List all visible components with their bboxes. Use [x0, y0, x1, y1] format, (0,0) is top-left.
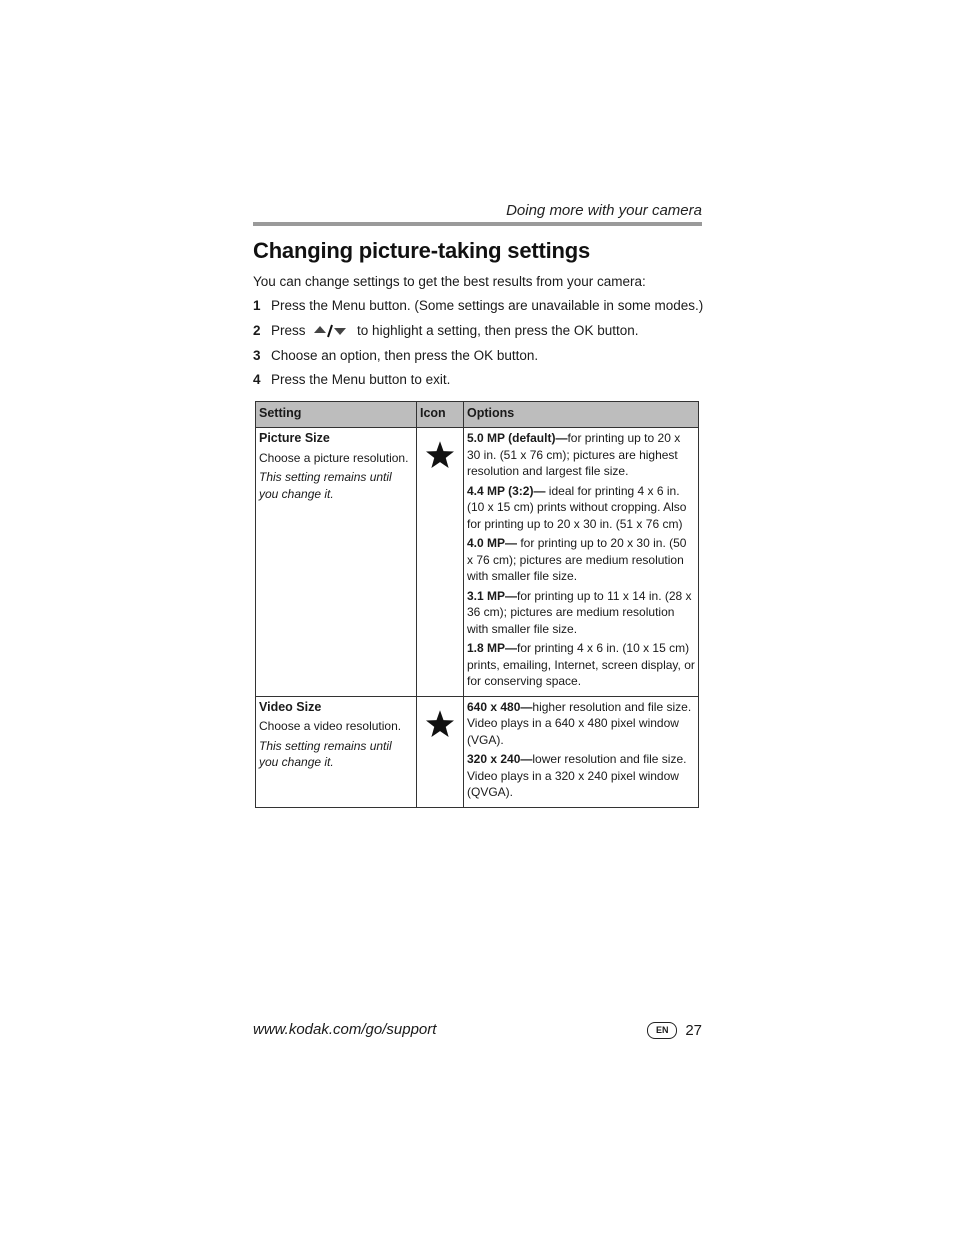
header-rule	[253, 222, 702, 226]
step-number: 3	[253, 348, 261, 363]
footer-page-info	[646, 1020, 702, 1040]
option-text: for printing up to 20 x 30 in. (51 x 76 cm); pictures are highest resolution and largest file size.	[467, 431, 681, 478]
setting-description: Choose a picture resolution.	[259, 450, 409, 465]
step-text: Press the Menu button. (Some settings are unavailable in some modes.)	[271, 298, 704, 313]
table-row-picture-size	[256, 428, 699, 697]
language-badge: EN	[647, 1022, 677, 1039]
setting-note: This setting remains until you change it.	[259, 738, 392, 769]
icon-cell	[417, 428, 464, 697]
icon-cell	[417, 696, 464, 807]
option-item	[467, 430, 695, 480]
option-label: 320 x 240—	[467, 752, 533, 766]
star-icon	[425, 440, 455, 470]
step-text-before: Press	[271, 323, 306, 339]
step-text: Press the Menu button to exit.	[271, 372, 451, 387]
step-number: 1	[253, 298, 261, 313]
option-label: 640 x 480—	[467, 699, 533, 714]
running-header: Doing more with your camera	[506, 202, 702, 219]
option-item	[467, 483, 695, 533]
column-header-options: Options	[464, 402, 699, 428]
option-item	[467, 699, 695, 749]
step-text: Choose an option, then press the OK button.	[271, 348, 539, 363]
setting-description: Choose a video resolution.	[259, 719, 402, 733]
setting-cell	[256, 428, 417, 697]
option-item	[467, 751, 695, 801]
setting-name: Video Size	[259, 699, 322, 714]
option-label: 5.0 MP (default)—	[467, 431, 568, 445]
star-icon	[425, 709, 455, 739]
option-label: 3.1 MP—	[467, 588, 518, 603]
option-label: 4.0 MP—	[467, 536, 518, 550]
support-url: www.kodak.com/go/support	[253, 1021, 437, 1038]
step-number: 2	[253, 323, 261, 339]
option-text: for printing up to 11 x 14 in. (28 x 36 cm); pictures are medium resolution with smaller file size.	[467, 588, 692, 636]
options-cell	[464, 428, 699, 697]
option-item	[467, 535, 695, 585]
table-header-row	[256, 402, 699, 428]
option-text: for printing 4 x 6 in. (10 x 15 cm) prints, emailing, Internet, screen display, or for conserving space.	[467, 641, 695, 688]
option-text: lower resolution and file size. Video plays in a 320 x 240 pixel window (QVGA).	[467, 752, 687, 799]
table-row-video-size	[256, 696, 699, 807]
page-number: 27	[685, 1021, 702, 1039]
intro-text: You can change settings to get the best results from your camera:	[253, 274, 646, 289]
option-item	[467, 640, 695, 690]
step-4	[253, 372, 450, 387]
options-cell	[464, 696, 699, 807]
up-down-arrows-icon	[313, 322, 349, 341]
option-label: 1.8 MP—	[467, 641, 518, 655]
option-text: higher resolution and file size. Video plays in a 640 x 480 pixel window (VGA).	[467, 699, 692, 747]
column-header-setting: Setting	[256, 402, 417, 428]
settings-table	[255, 401, 699, 808]
step-1	[253, 298, 703, 313]
setting-note: This setting remains until you change it.	[259, 470, 392, 501]
step-text-after: to highlight a setting, then press the OK button.	[357, 323, 639, 339]
option-item	[467, 588, 695, 638]
option-label: 4.4 MP (3:2)—	[467, 483, 546, 498]
option-text: ideal for printing 4 x 6 in. (10 x 15 cm) prints without cropping. Also for printing up to 20 x 30 in. (51 x 76 cm)	[467, 483, 687, 531]
step-2	[253, 322, 638, 341]
setting-cell	[256, 696, 417, 807]
step-number: 4	[253, 372, 261, 387]
page-title: Changing picture-taking settings	[253, 238, 591, 263]
column-header-icon: Icon	[417, 402, 464, 428]
step-3	[253, 348, 538, 363]
option-text: for printing up to 20 x 30 in. (50 x 76 cm); pictures are medium resolution with smaller file size.	[467, 536, 687, 583]
setting-name: Picture Size	[259, 431, 330, 445]
